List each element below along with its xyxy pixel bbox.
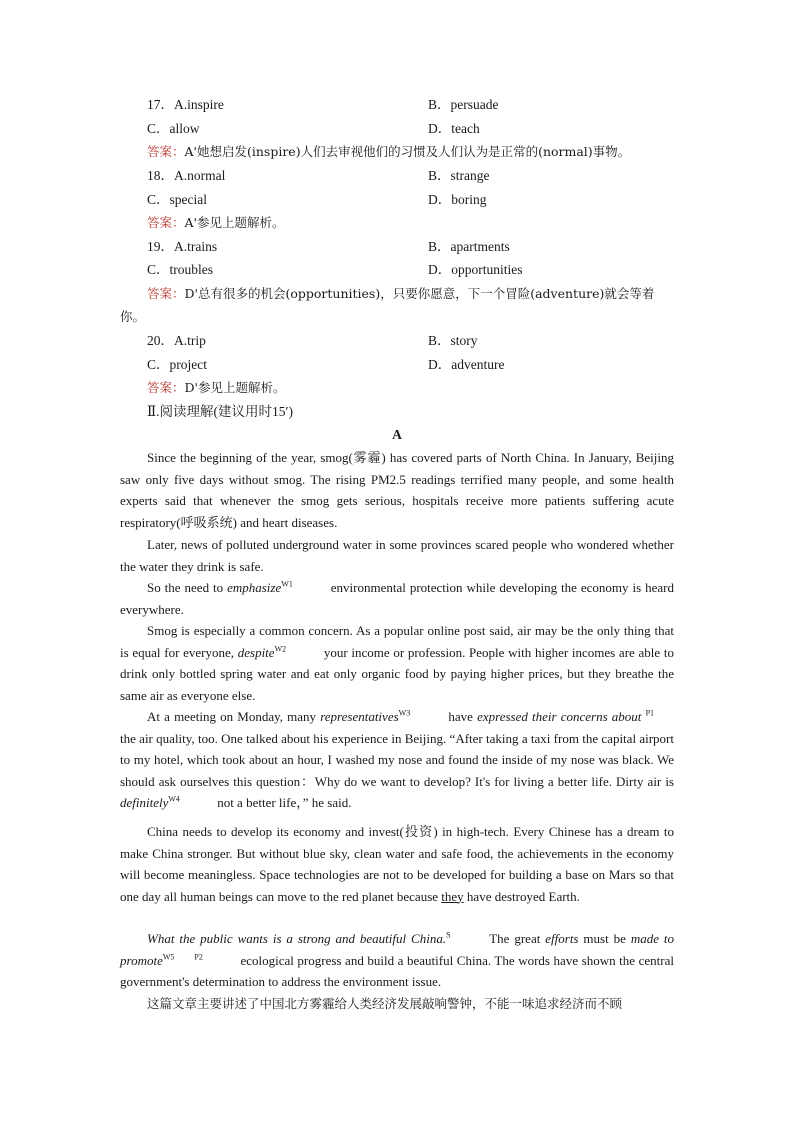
- q17-option-a: 17．A.inspire: [147, 97, 224, 112]
- paragraph-2: Later, news of polluted underground water in some provinces scared people who wondered whether the water they drink is safe.: [120, 537, 674, 574]
- q17-option-d: D．teach: [428, 121, 480, 136]
- paragraph-3: So the need to emphasize$^{W1}$ environmental protection while developing the economy is heard everywhere.: [120, 579, 674, 617]
- q19-option-b: B．apartments: [428, 239, 510, 254]
- q19-option-d: D．opportunities: [428, 262, 523, 277]
- q20-option-a: 20．A.trip: [147, 333, 206, 348]
- q18-option-a: 18．A.normal: [147, 168, 226, 183]
- q18-option-d: D．boring: [428, 192, 487, 207]
- q19-option-a: 19．A.trains: [147, 239, 218, 254]
- q20-option-d: D．adventure: [428, 357, 505, 372]
- paragraph-6: China needs to develop its economy and invest(投资) in high-tech. Every Chinese has a dream to make China stronger. But without blue sky, clean water and safe food, the achievements in the economy will become meaningless. Space technologies are not to be developed for building a base on Mars so that one day all human beings can move to the red planet because they have destroyed Earth.: [120, 824, 674, 904]
- q17-answer: 答案：A'她想启发(inspire)人们去审视他们的习惯及人们认为是正常的(normal)事物。: [147, 144, 631, 159]
- q19-answer-cont: 你。: [120, 309, 146, 324]
- q17-option-b: B．persuade: [428, 97, 499, 112]
- paragraph-1: Since the beginning of the year, smog(雾霾) has covered parts of North China. In January, Beijing saw only five days without smog. The rising PM2.5 readings terrified many people, and some health experts said that whenever the smog gets serious, hospitals receive more patients suffering acute respiratory(呼吸系统) and heart diseases.: [120, 450, 674, 530]
- q18-answer: 答案：A'参见上题解析。: [147, 215, 285, 230]
- paragraph-4: Smog is especially a common concern. As a popular online post said, air may be the only thing that is equal for everyone, despite$^{W2}$ your income or profession. People with higher incomes are able to drink only bottled spring water and eat only organic food by paying higher prices, but they breathe the same air as everyone else.: [120, 623, 674, 703]
- passage-letter: A: [392, 427, 402, 442]
- paragraph-7: What the public wants is a strong and beautiful China.$^S$ The great efforts must be made to promote$^{W5}$ $^{P2}$ ecological progress and build a beautiful China. The words have shown the central government's determination to address the environment issue.: [120, 930, 674, 989]
- q19-answer: 答案：D'总有很多的机会(opportunities)，只要你愿意，下一个冒险(adventure)就会等着: [147, 286, 655, 301]
- q19-option-c: C．troubles: [147, 262, 213, 277]
- q18-option-b: B．strange: [428, 168, 490, 183]
- q20-option-b: B．story: [428, 333, 478, 348]
- q18-option-c: C．special: [147, 192, 207, 207]
- section-title: Ⅱ.阅读理解(建议用时15′): [147, 404, 293, 419]
- q17-option-c: C．allow: [147, 121, 200, 136]
- paragraph-5: At a meeting on Monday, many representatives$^{W3}$ have expressed their concerns about $^{P1}$ the air quality, too. One talked about his experience in Beijing. “After taking a taxi from the capital airport to my hotel, which took about an hour, I washed my nose and found the inside of my nose was black. We should ask ourselves this question：Why do we want to develop? It's for living a better life. Dirty air is definitely$^{W4}$ not a better life，” he said.: [120, 708, 674, 810]
- summary-note: 这篇文章主要讲述了中国北方雾霾给人类经济发展敲响警钟，不能一味追求经济而不顾: [147, 996, 623, 1011]
- q20-option-c: C．project: [147, 357, 207, 372]
- q20-answer: 答案：D'参见上题解析。: [147, 380, 286, 395]
